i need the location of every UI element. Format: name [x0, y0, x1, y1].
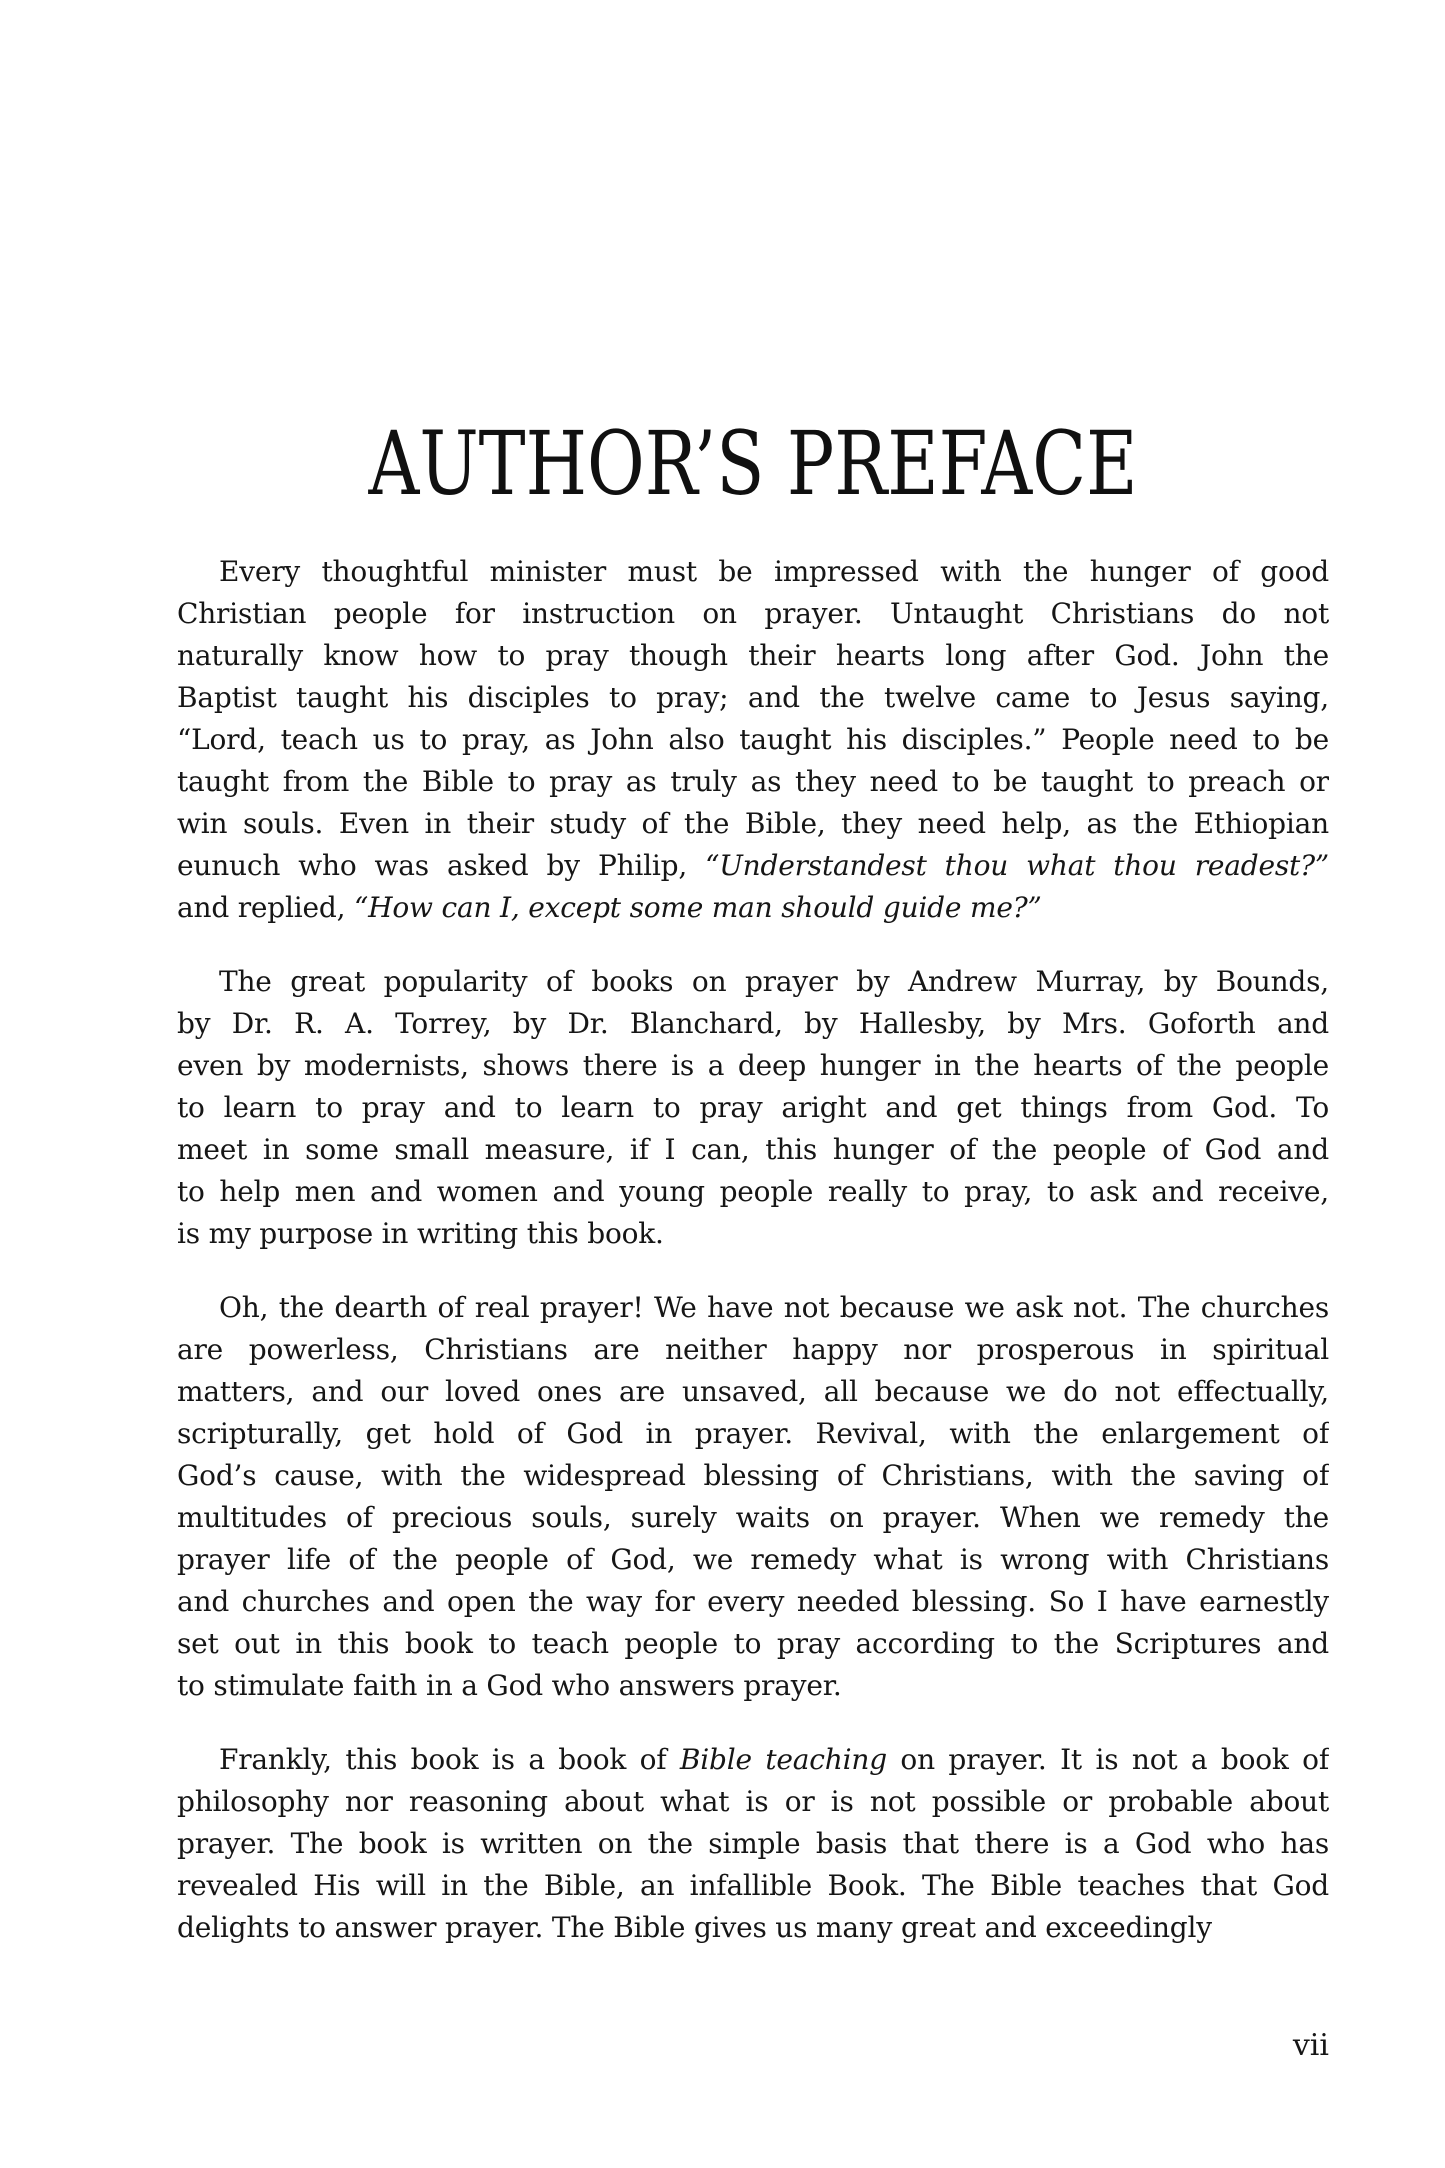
- text-segment: revealed His will in the Bible, an infallible Book. The Bible teaches that God: [177, 1869, 1329, 1902]
- text-line: [177, 593, 1329, 635]
- text-segment: prayer. The book is written on the simple basis that there is a God who has: [177, 1827, 1329, 1860]
- text-segment: meet in some small measure, if I can, this hunger of the people of God and: [177, 1133, 1329, 1166]
- paragraph: [177, 961, 1329, 1255]
- text-segment: to help men and women and young people really to pray, to ask and receive,: [177, 1175, 1329, 1208]
- text-segment: to learn to pray and to learn to pray aright and get things from God. To: [177, 1091, 1329, 1124]
- text-line: [177, 1329, 1329, 1371]
- text-segment: God’s cause, with the widespread blessing of Christians, with the saving of: [177, 1459, 1329, 1492]
- text-line: [177, 1087, 1329, 1129]
- preface-body: [177, 551, 1329, 1981]
- paragraph: [177, 551, 1329, 929]
- text-line: [177, 1371, 1329, 1413]
- text-line: [177, 1497, 1329, 1539]
- text-line: [177, 1213, 1329, 1255]
- text-segment: delights to answer prayer. The Bible gives us many great and exceedingly: [177, 1911, 1212, 1944]
- text-segment: taught from the Bible to pray as truly as they need to be taught to preach or: [177, 765, 1329, 798]
- text-segment: Baptist taught his disciples to pray; and the twelve came to Jesus saying,: [177, 681, 1329, 714]
- text-line: [177, 1129, 1329, 1171]
- text-line: [177, 719, 1329, 761]
- text-line: [177, 635, 1329, 677]
- text-segment: and replied,: [177, 891, 355, 924]
- text-segment: philosophy nor reasoning about what is or is not possible or probable about: [177, 1785, 1329, 1818]
- text-line: [177, 961, 1329, 1003]
- text-line: [177, 1739, 1329, 1781]
- text-segment: eunuch who was asked by Philip,: [177, 849, 706, 882]
- text-line: [177, 1781, 1329, 1823]
- text-line: [177, 1003, 1329, 1045]
- text-segment: set out in this book to teach people to pray according to the Scriptures and: [177, 1627, 1329, 1660]
- text-segment: scripturally, get hold of God in prayer. Revival, with the enlargement of: [177, 1417, 1329, 1450]
- text-segment: by Dr. R. A. Torrey, by Dr. Blanchard, by Hallesby, by Mrs. Goforth and: [177, 1007, 1329, 1040]
- text-line: [177, 1865, 1329, 1907]
- text-segment: Oh, the dearth of real prayer! We have not because we ask not. The churches: [219, 1291, 1329, 1324]
- text-line: [177, 1455, 1329, 1497]
- text-segment: on prayer. It is not a book of: [886, 1743, 1329, 1776]
- text-line: [177, 1045, 1329, 1087]
- text-segment: multitudes of precious souls, surely waits on prayer. When we remedy the: [177, 1501, 1329, 1534]
- text-line: [177, 803, 1329, 845]
- text-line: [177, 1823, 1329, 1865]
- text-segment: prayer life of the people of God, we remedy what is wrong with Christians: [177, 1543, 1329, 1576]
- italic-quote: Bible teaching: [679, 1743, 887, 1776]
- text-segment: is my purpose in writing this book.: [177, 1217, 664, 1250]
- text-line: [177, 1171, 1329, 1213]
- text-line: [177, 845, 1329, 887]
- text-line: [177, 1665, 1329, 1707]
- text-line: [177, 551, 1329, 593]
- text-line: [177, 887, 1329, 929]
- page-number: vii: [1292, 2028, 1329, 2063]
- text-line: [177, 1623, 1329, 1665]
- text-segment: The great popularity of books on prayer by Andrew Murray, by Bounds,: [219, 965, 1329, 998]
- paragraph: [177, 1739, 1329, 1949]
- text-line: [177, 1287, 1329, 1329]
- italic-quote: “Understandest thou what thou readest?”: [705, 849, 1329, 882]
- italic-quote: “How can I, except some man should guide me?”: [354, 891, 1042, 924]
- text-line: [177, 677, 1329, 719]
- paragraph: [177, 1287, 1329, 1707]
- text-segment: to stimulate faith in a God who answers prayer.: [177, 1669, 842, 1702]
- text-segment: “Lord, teach us to pray, as John also taught his disciples.” People need to be: [177, 723, 1329, 756]
- text-line: [177, 1581, 1329, 1623]
- text-line: [177, 1539, 1329, 1581]
- text-line: [177, 1413, 1329, 1455]
- text-segment: even by modernists, shows there is a deep hunger in the hearts of the people: [177, 1049, 1329, 1082]
- text-segment: matters, and our loved ones are unsaved, all because we do not effectually,: [177, 1375, 1329, 1408]
- text-segment: and churches and open the way for every needed blessing. So I have earnestly: [177, 1585, 1329, 1618]
- text-segment: win souls. Even in their study of the Bible, they need help, as the Ethiopian: [177, 807, 1329, 840]
- text-segment: naturally know how to pray though their hearts long after God. John the: [177, 639, 1329, 672]
- text-segment: Every thoughtful minister must be impressed with the hunger of good: [219, 555, 1329, 588]
- text-line: [177, 761, 1329, 803]
- text-line: [177, 1907, 1329, 1949]
- text-segment: are powerless, Christians are neither happy nor prosperous in spiritual: [177, 1333, 1329, 1366]
- page-title: AUTHOR’S PREFACE: [368, 412, 1138, 515]
- text-segment: Frankly, this book is a book of: [219, 1743, 680, 1776]
- text-segment: Christian people for instruction on prayer. Untaught Christians do not: [177, 597, 1329, 630]
